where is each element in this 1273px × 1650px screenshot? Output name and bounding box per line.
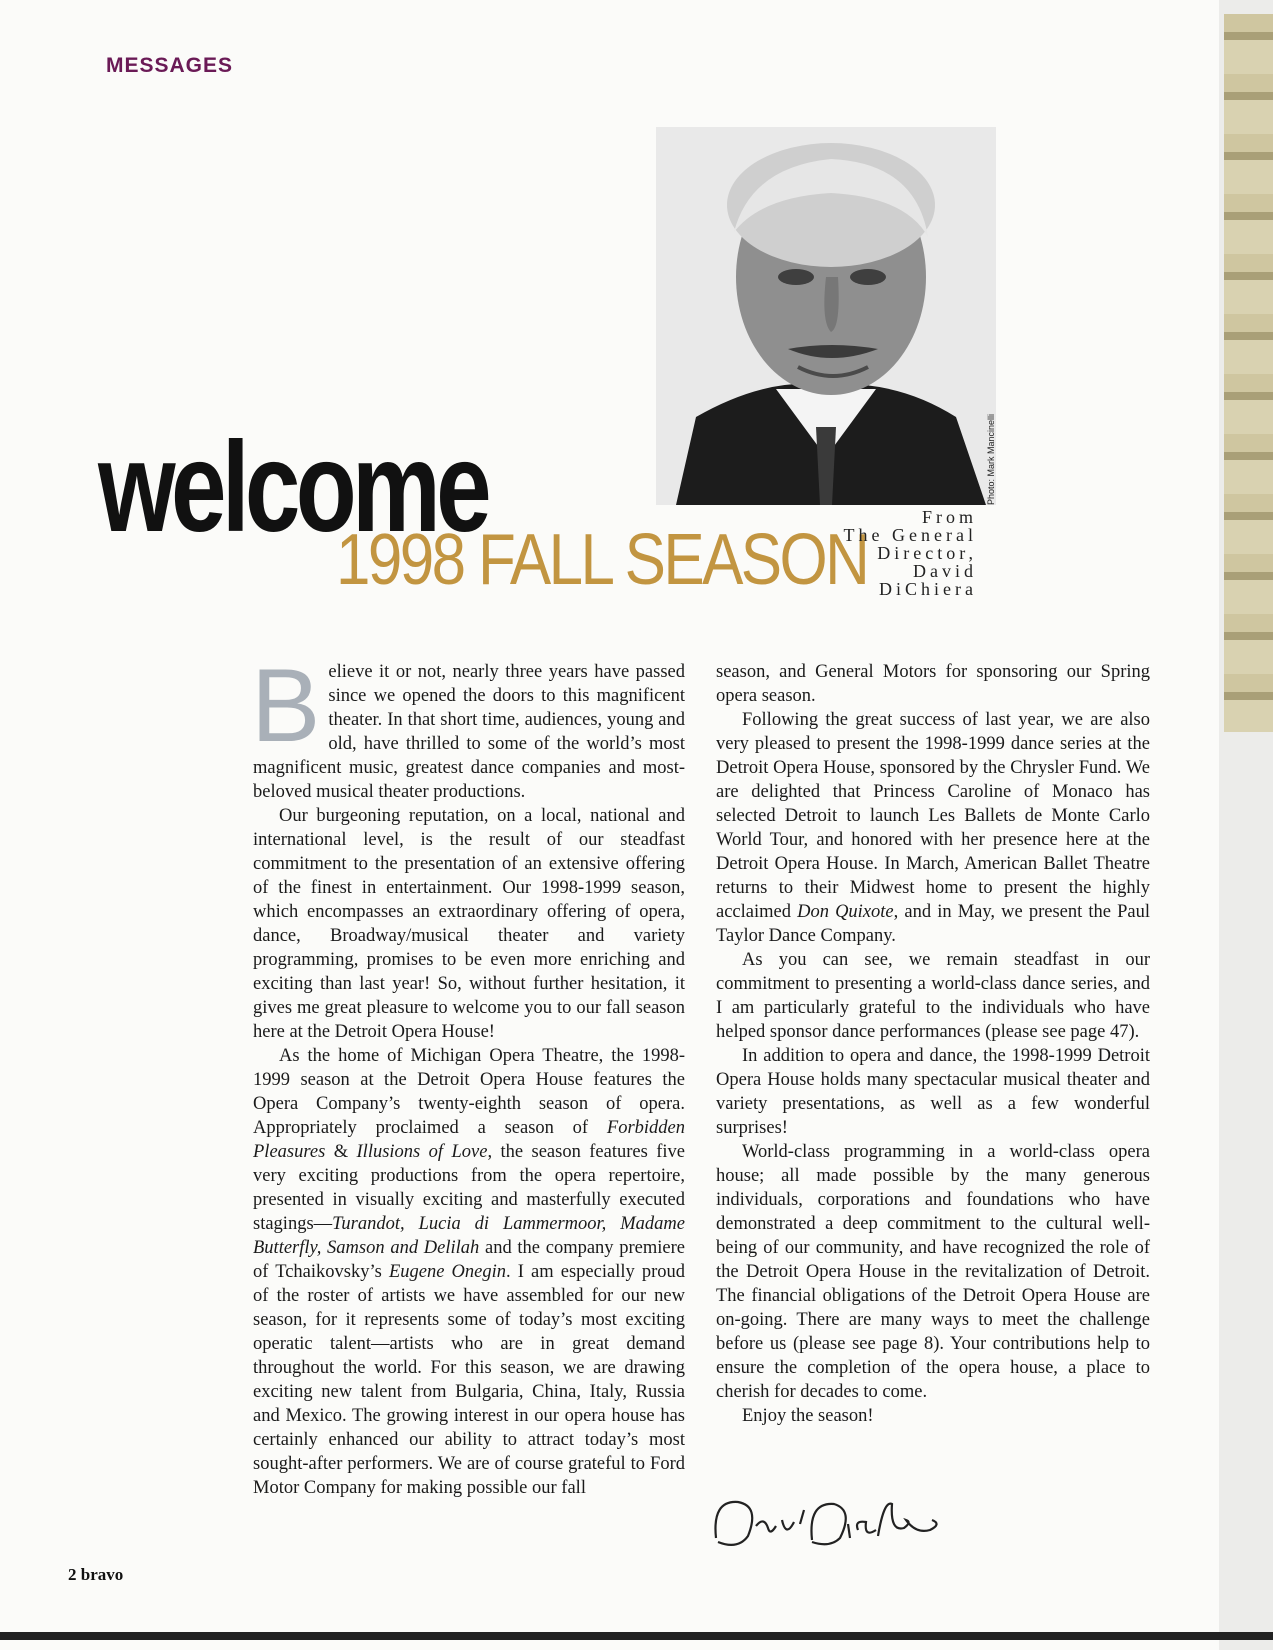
welcome-headline: welcome [98, 416, 487, 559]
paragraph: season, and General Motors for sponsoring our Spring opera season. [716, 662, 1150, 706]
paragraph-text: elieve it or not, nearly three years have passed since we opened the doors to this magnificent theater. In that short time, audiences, young and old, have thrilled to some of the world’s most magnificent music, greatest dance companies and most-beloved musical theater productions. [253, 662, 685, 802]
title-italic: Turandot, Lucia di Lammermoor, Madame Butterfly, Samson and Delilah [253, 1214, 685, 1258]
byline-line: Director, [877, 543, 977, 563]
season-headline: 1998 FALL SEASON [336, 520, 868, 600]
section-label: MESSAGES [106, 54, 234, 77]
paragraph [253, 1044, 685, 1500]
left-column [251, 648, 686, 1500]
portrait-photo [656, 127, 996, 505]
text-run: Following the great success of last year, we are also very pleased to present the 1998-1999 dance series at the Detroit Opera House, sponsored by the Chrysler Fund. We are delighted that Princess Caroline of Monaco has selected Detroit to launch Les Ballets de Monte Carlo World Tour, and honored with her presence here at the Detroit Opera House. In March, American Ballet Theatre returns to their Midwest home to present the highly acclaimed [716, 710, 1150, 922]
title-italic: Forbidden Pleasures [253, 1118, 685, 1162]
paragraph: World-class programming in a world-class opera house; all made possible by the many generous individuals, corporations and foundations who have demonstrated a deep commitment to the cultural well-being of our community, and have recognized the role of the Detroit Opera House in the revitalization of Detroit. The financial obligations of the Detroit Opera House are on-going. There are many ways to meet the challenge before us (please see page 8). Your contributions help to ensure the completion of the opera house, a place to cherish for decades to come. [716, 1142, 1150, 1402]
bottom-rule [0, 1632, 1273, 1640]
text-run: , and in May, we present the Paul Taylor Dance Company. [716, 902, 1150, 946]
text-run: . I am especially proud of the roster of artists we have assembled for our new season, for it represents some of today’s most exciting operatic talent—artists who are in great demand throughout the world. For this season, we are drawing exciting new talent from Bulgaria, China, Italy, Russia and Mexico. The growing interest in our opera house has certainly enhanced our ability to attract today’s most sought-after performers. We are of course grateful to Ford Motor Company for making possible our fall [253, 1262, 686, 1498]
paragraph: Our burgeoning reputation, on a local, national and international level, is the result of our steadfast commitment to the presentation of an extensive offering of the finest in entertainment. Our 1998-1999 season, which encompasses an extraordinary offering of opera, dance, Broadway/musical theater and variety programming, promises to be even more enriching and exciting than last year! So, without further hesitation, it gives me great pleasure to welcome you to our fall season here at the Detroit Opera House! [253, 806, 685, 1042]
paragraph [251, 648, 685, 804]
text-run: As the home of Michigan Opera Theatre, the 1998-1999 season at the Detroit Opera House features the Opera Company’s twenty-eighth season of opera. Appropriately proclaimed a season of [253, 1046, 685, 1138]
closing-line: Enjoy the season! [742, 1406, 874, 1426]
signature [708, 1480, 968, 1560]
byline-line: DiChiera [879, 579, 977, 599]
text-run: , the season features five very exciting productions from the opera repertoire, presented in visually exciting and masterfully executed stagings— [253, 1142, 685, 1234]
byline-line: David [913, 561, 977, 581]
page-number: 2 [68, 1565, 77, 1584]
drop-cap: B [251, 648, 321, 764]
byline-line: The General [843, 525, 977, 545]
folio [68, 1565, 123, 1585]
title-italic: Don Quixote [797, 902, 894, 922]
portrait-illustration [656, 127, 996, 505]
byline-line: From [921, 507, 977, 527]
magazine-name: bravo [80, 1565, 124, 1584]
paragraph: In addition to opera and dance, the 1998-1999 Detroit Opera House holds many spectacular musical theater and variety presentations, as well as a few wonderful surprises! [716, 1046, 1150, 1138]
text-run: & [325, 1142, 357, 1162]
decorative-ornament-strip [1224, 14, 1273, 732]
byline [777, 508, 977, 598]
right-column [716, 660, 1150, 1428]
paragraph [716, 708, 1150, 948]
text-run: and the company premiere of Tchaikovsky’s [253, 1238, 685, 1282]
title-italic: Illusions of Love [356, 1142, 488, 1162]
paragraph: As you can see, we remain steadfast in our commitment to presenting a world-class dance series, and I am particularly grateful to the individuals who have helped sponsor dance performances (please see page 47). [716, 950, 1150, 1042]
photo-credit: Photo: Mark Mancinelli [986, 413, 996, 505]
title-italic: Eugene Onegin [388, 1262, 506, 1282]
